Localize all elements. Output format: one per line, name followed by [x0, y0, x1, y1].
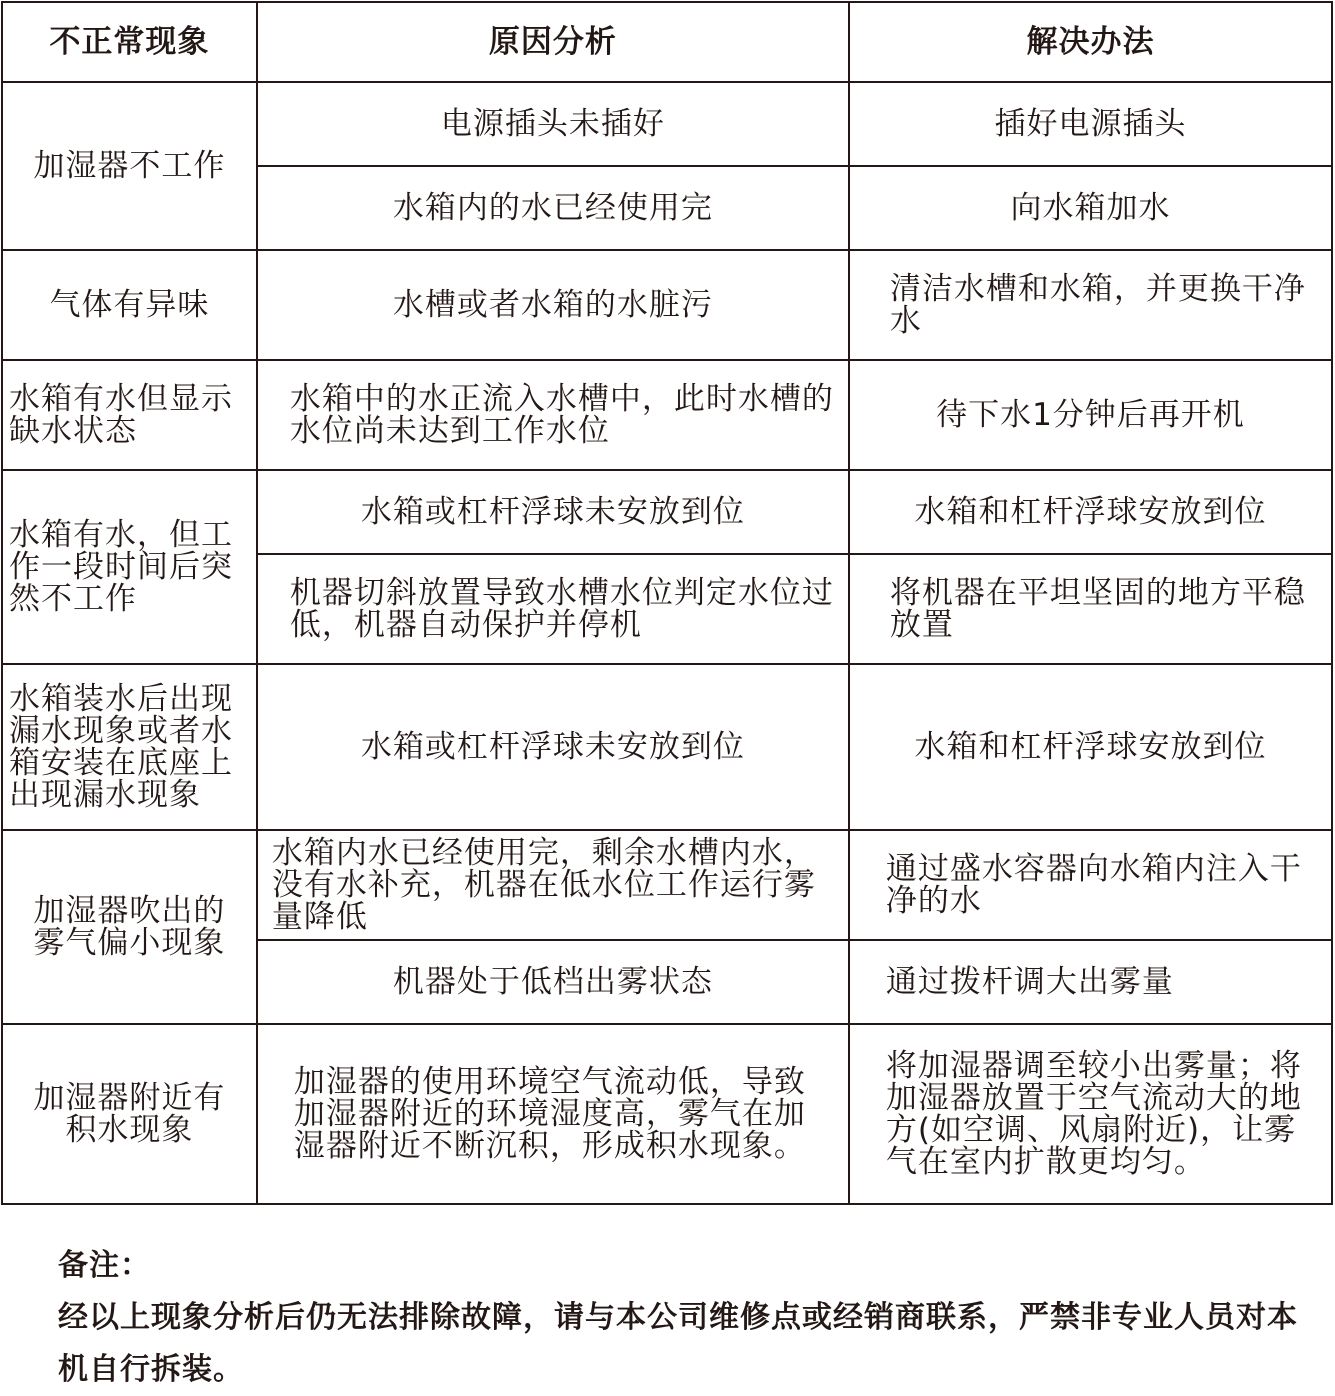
solution-cell: 水箱和杠杆浮球安放到位 — [849, 664, 1332, 830]
remark-text: 经以上现象分析后仍无法排除故障，请与本公司维修点或经销商联系，严禁非专业人员对本机自行拆装。 — [58, 1300, 1298, 1387]
header-cause: 原因分析 — [257, 2, 849, 82]
table-row — [2, 1024, 1332, 1204]
cause-cell: 水箱或杠杆浮球未安放到位 — [257, 470, 849, 554]
phenomenon-cell: 水箱装水后出现漏水现象或者水箱安装在底座上出现漏水现象 — [2, 664, 257, 830]
header-phenomenon: 不正常现象 — [2, 2, 257, 82]
cause-cell: 水箱内的水已经使用完 — [257, 166, 849, 250]
cause-cell: 水箱或杠杆浮球未安放到位 — [257, 664, 849, 830]
solution-cell: 插好电源插头 — [849, 82, 1332, 166]
solution-cell: 待下水1分钟后再开机 — [849, 360, 1332, 470]
phenomenon-cell: 加湿器附近有积水现象 — [2, 1024, 257, 1204]
cause-cell: 加湿器的使用环境空气流动低，导致加湿器附近的环境湿度高，雾气在加湿器附近不断沉积，形成积水现象。 — [257, 1024, 849, 1204]
header-solution: 解决办法 — [849, 2, 1332, 82]
cause-cell: 水槽或者水箱的水脏污 — [257, 250, 849, 360]
solution-cell: 清洁水槽和水箱，并更换干净水 — [849, 250, 1332, 360]
solution-cell: 通过拨杆调大出雾量 — [849, 940, 1332, 1024]
table-row — [2, 830, 1332, 940]
table-row — [2, 664, 1332, 830]
cause-cell: 机器处于低档出雾状态 — [257, 940, 849, 1024]
cause-cell: 水箱内水已经使用完，剩余水槽内水，没有水补充，机器在低水位工作运行雾量降低 — [257, 830, 849, 940]
phenomenon-cell: 水箱有水但显示缺水状态 — [2, 360, 257, 470]
solution-cell: 通过盛水容器向水箱内注入干净的水 — [849, 830, 1332, 940]
cause-cell: 机器切斜放置导致水槽水位判定水位过低，机器自动保护并停机 — [257, 554, 849, 664]
troubleshooting-table — [1, 1, 1333, 1205]
phenomenon-cell: 水箱有水，但工作一段时间后突然不工作 — [2, 470, 257, 664]
phenomenon-cell: 加湿器吹出的雾气偏小现象 — [2, 830, 257, 1024]
remark-title: 备注： — [58, 1248, 151, 1283]
phenomenon-cell: 气体有异味 — [2, 250, 257, 360]
solution-cell: 水箱和杠杆浮球安放到位 — [849, 470, 1332, 554]
cause-cell: 水箱中的水正流入水槽中，此时水槽的水位尚未达到工作水位 — [257, 360, 849, 470]
table-row — [2, 82, 1332, 166]
solution-cell: 将机器在平坦坚固的地方平稳放置 — [849, 554, 1332, 664]
table-header-row — [2, 2, 1332, 82]
solution-cell: 向水箱加水 — [849, 166, 1332, 250]
table-row — [2, 250, 1332, 360]
table-row — [2, 470, 1332, 554]
table-row — [2, 360, 1332, 470]
remark-section — [58, 1240, 1308, 1396]
cause-cell: 电源插头未插好 — [257, 82, 849, 166]
phenomenon-cell: 加湿器不工作 — [2, 82, 257, 250]
solution-cell: 将加湿器调至较小出雾量；将加湿器放置于空气流动大的地方(如空调、风扇附近)，让雾气在室内扩散更均匀。 — [849, 1024, 1332, 1204]
